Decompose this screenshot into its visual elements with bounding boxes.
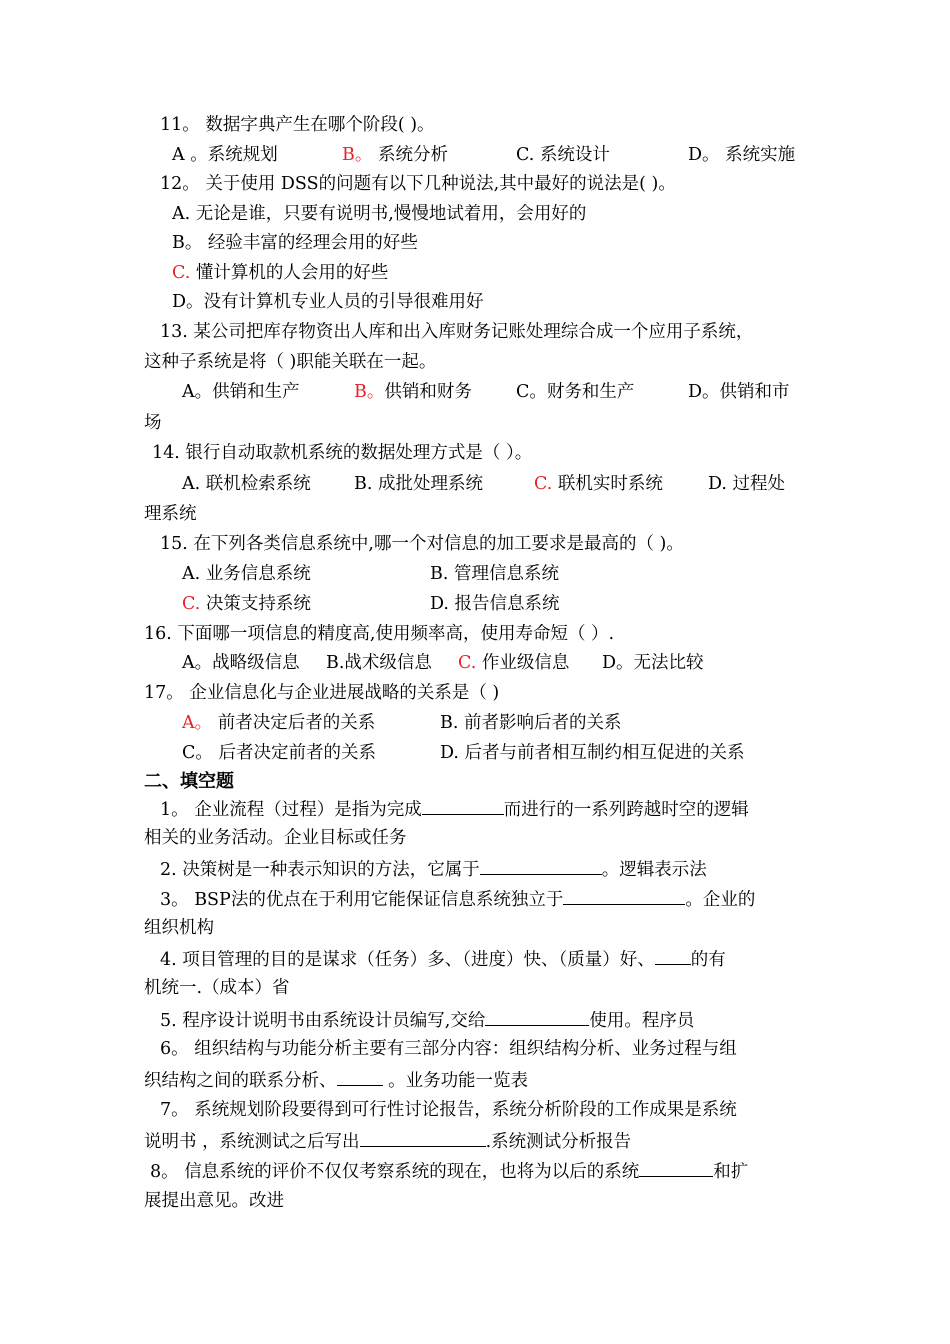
fill-3-blank [563,886,685,905]
fill-6-line1: 6。 组织结构与功能分析主要有三部分内容：组织结构分析、业务过程与组 [160,1039,737,1059]
q12-option-b: B。 经验丰富的经理会用的好些 [172,233,418,253]
question-13-stem-line2: 这种子系统是将（ )职能关联在一起。 [144,352,437,372]
q17-option-d: D. 后者与前者相互制约相互促进的关系 [440,743,745,763]
fill-2-line1 [160,856,707,880]
q12-option-c [172,261,388,285]
fill-4-pre: 4. 项目管理的目的是谋求（任务）多、（进度）快、（质量）好、 [160,950,655,970]
q14-option-d: D. 过程处 [708,474,786,494]
fill-5-line1 [160,1007,694,1031]
fill-6-line2 [144,1067,528,1091]
q11-option-b [342,143,448,167]
q14-option-c-text: 联机实时系统 [557,474,663,494]
q14-option-c [534,472,663,496]
fill-3-post: 。企业的 [685,890,756,910]
fill-5-pre: 5. 程序设计说明书由系统设计员编写,交给 [160,1011,486,1031]
fill-7-pre: 说明书 ，系统测试之后写出 [144,1132,360,1152]
fill-1-post: 而进行的一系列跨越时空的逻辑 [503,800,749,820]
fill-4-post: 的有 [690,950,726,970]
q14-option-b: B. 成批处理系统 [354,474,483,494]
fill-1-line1 [160,796,749,820]
question-11-stem: 11。 数据字典产生在哪个阶段( )。 [160,115,435,135]
q15-option-b: B. 管理信息系统 [430,564,559,584]
q13-option-d: D。供销和市 [688,382,790,402]
q13-option-b-letter: B。 [354,382,385,402]
q14-option-d-continued: 理系统 [144,504,197,524]
fill-1-pre: 1。 企业流程（过程）是指为完成 [160,800,422,820]
q17-option-c: C。 后者决定前者的关系 [182,743,376,763]
fill-4-line2: 机统一.（成本）省 [144,978,290,998]
q16-option-a: A。战略级信息 [182,653,300,673]
question-17-stem: 17。 企业信息化与企业进展战略的关系是（ ) [144,683,500,703]
q11-option-b-letter: B。 [342,145,373,165]
q15-option-d: D. 报告信息系统 [430,594,560,614]
question-13-stem-line1: 13. 某公司把库存物资出人库和出入库财务记账处理综合成一个应用子系统， [160,322,754,342]
fill-1-blank [422,796,504,815]
fill-7-line1: 7。 系统规划阶段要得到可行性讨论报告，系统分析阶段的工作成果是系统 [160,1100,737,1120]
fill-5-blank [485,1007,589,1026]
q14-option-c-letter: C. [534,474,553,494]
q12-option-c-letter: C. [172,263,191,283]
q15-option-c-letter: C. [182,594,201,614]
q15-option-a: A. 业务信息系统 [182,564,311,584]
q17-option-a-text: 前者决定后者的关系 [217,713,376,733]
fill-8-pre: 8。 信息系统的评价不仅仅考察系统的现在，也将为以后的系统 [150,1162,640,1182]
fill-3-line2: 组织机构 [144,918,214,938]
fill-8-line1 [150,1158,748,1182]
fill-6-blank [337,1067,383,1086]
q13-option-c: C。财务和生产 [516,382,635,402]
fill-7-post: .系统测试分析报告 [485,1132,632,1152]
q13-option-a: A。供销和生产 [182,382,300,402]
q16-option-d: D。无法比较 [602,653,704,673]
q17-option-b: B. 前者影响后者的关系 [440,713,622,733]
fill-3-line1 [160,886,755,910]
fill-4-blank [655,946,691,965]
q12-option-d: D。没有计算机专业人员的引导很难用好 [172,292,484,312]
q17-option-a-letter: A。 [182,713,213,733]
q16-option-c [458,651,569,675]
q11-option-d: D。 系统实施 [688,145,796,165]
q16-option-b: B.战术级信息 [326,653,432,673]
fill-3-pre: 3。 BSP法的优点在于利用它能保证信息系统独立于 [160,890,564,910]
q15-option-c [182,592,311,616]
fill-7-line2 [144,1128,631,1152]
q16-option-c-text: 作业级信息 [481,653,570,673]
q11-option-c: C. 系统设计 [516,145,610,165]
fill-8-line2: 展提出意见。改进 [144,1191,284,1211]
fill-1-line2: 相关的业务活动。企业目标或任务 [144,828,407,848]
q14-option-a: A. 联机检索系统 [182,474,311,494]
q12-option-a: A. 无论是谁，只要有说明书,慢慢地试着用，会用好的 [172,204,587,224]
fill-2-blank [480,856,602,875]
q13-option-d-continued: 场 [144,413,162,433]
fill-8-blank [639,1158,713,1177]
q13-option-b [354,380,472,404]
q16-option-c-letter: C. [458,653,477,673]
fill-8-post: 和扩 [713,1162,749,1182]
fill-6-post: 。业务功能一览表 [382,1071,529,1091]
fill-5-post: 使用。程序员 [589,1011,695,1031]
q11-option-b-text: 系统分析 [377,145,448,165]
question-14-stem: 14. 银行自动取款机系统的数据处理方式是（ ）。 [152,443,533,463]
q12-option-c-text: 懂计算机的人会用的好些 [195,263,389,283]
q13-option-b-text: 供销和财务 [384,382,472,402]
q15-option-c-text: 决策支持系统 [205,594,311,614]
q17-option-a [182,711,375,735]
q11-option-a: A 。系统规划 [172,145,278,165]
fill-4-line1 [160,946,726,970]
fill-2-post: 。逻辑表示法 [601,860,707,880]
fill-7-blank [360,1128,486,1147]
section-2-heading: 二、填空题 [144,771,234,792]
fill-2-pre: 2. 决策树是一种表示知识的方法，它属于 [160,860,480,880]
fill-6-pre: 织结构之间的联系分析、 [144,1071,337,1091]
question-15-stem: 15. 在下列各类信息系统中,哪一个对信息的加工要求是最高的（ )。 [160,534,684,554]
question-12-stem: 12。 关于使用 DSS的问题有以下几种说法,其中最好的说法是( )。 [160,174,676,194]
question-16-stem: 16. 下面哪一项信息的精度高,使用频率高，使用寿命短（ ）. [144,624,615,644]
